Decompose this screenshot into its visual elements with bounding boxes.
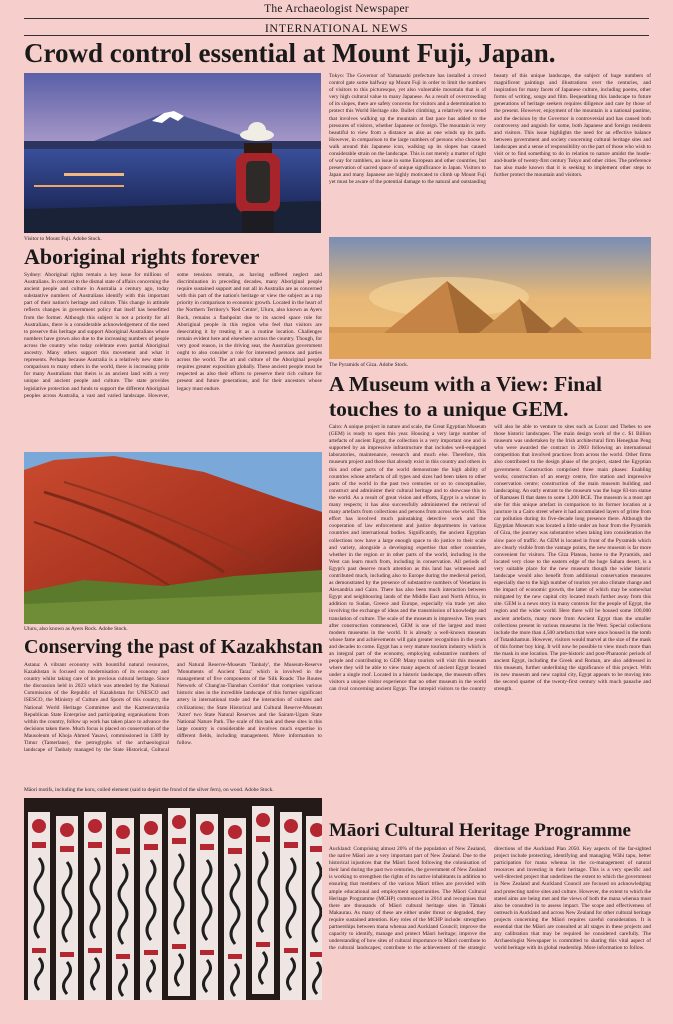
aboriginal-body: Sydney: Aboriginal rights remain a key issue for millions of Australians. In contrast to the dismal state of affairs concerning the ancient people and culture in Australia a century ago, today substantive numbers of Australians identify with this important part of their nation's heritage and culture. This change in attitude reflects changes in government policy that itself has benefitted from the former. Although this subject is not a priority for all Australians, there is a considerable acknowledgement of the need to preserve this heritage and support Aboriginal Australians whose numbers have grown also due to the increasing numbers of people across the country who today celebrate even partial Aboriginal ancestry. Many others support this movement and what it represents. Perhaps because Australia is a relatively new state in comparison to many others in the world, there is increasing pride for many Australians that theirs is an ancient land with a very unique and ancient people and culture. The state provides legislative protection and funds to support the different Aboriginal peoples across Australia, a vast and varied landscape. However, some tensions remain, as having suffered neglect and discrimination in preceding decades, many Aboriginal people require sustained support and not all in Australia are as concerned with this part of the nation's heritage or view the subject as a top priority in comparison to economic growth. Located in the heart of the Northern Territory's 'Red Centre', Uluru, also known as Ayers Rock, remains a flashpoint due to its sacred space role for Aboriginal people in this region who feel that visitors are desecrating it by treating it as a routine location. Challenges remain evident here and elsewhere across the country. Though, for very good reason, in the driving seat, the Australian government ought to also consider a role for interested persons and parties across the world. The art and culture of the Aboriginal people requires greater exposition globally. These ancient people must be respected as also their efforts to preserve their rich culture for present and future generations, and for their ancestors whose legacy must endure. [24, 272, 322, 399]
maori-headline: Māori Cultural Heritage Programme [329, 820, 631, 841]
masthead-rule [24, 18, 649, 19]
uluru-caption: Uluru, also known as Ayers Rock. Adobe Stock. [24, 626, 128, 632]
museum-headline: A Museum with a View: Final touches to a unique GEM. [329, 372, 602, 421]
uluru-photo [24, 452, 322, 624]
fuji-photo [24, 73, 321, 233]
pyramids-caption: The Pyramids of Giza. Adobe Stock. [329, 362, 409, 368]
fuji-headline: Crowd control essential at Mount Fuji, Japan. [24, 38, 556, 68]
pyramids-photo [329, 237, 651, 359]
aboriginal-headline: Aboriginal rights forever [24, 244, 260, 269]
section-title: INTERNATIONAL NEWS [264, 21, 409, 35]
fuji-body: Tokyo: The Governor of Yamanashi prefecture has installed a crowd control gate some halfway up Mount Fuji in order to limit the numbers of visitors to this picturesque, yet also vulnerable mountain that is of very high cultural value to many Japanese. As a result of overcrowding of its slopes, there are safety concerns for visitors and a determination to protect this World Heritage site. Bullet climbing, a relatively new trend that involves walking up the mountain at fast pace has added to the pressures of visitors, whether Japanese or foreign. The mountain is very beautiful to view from a distance as also as one winds up its path. However, in comparison to the large numbers of persons who choose to walk around this Japanese icon, walking up its slopes has caused considerable strain on the landscape. This is not merely a matter of right of way for ramblers, an issue in some European and other countries, but preservation of sacred space of unique significance in Japan. Visitors to Japan and many Japanese are highly motivated to climb up Mount Fuji yet must be aware of the potential damage to the natural and outstanding beauty of this unique landscape, the subject of huge numbers of magnificent paintings and illustrations over the centuries, and inspiration for many facets of Japanese culture, including poems, other forms of writing, songs and film. Bequeathing this landscape to future generations of heritage seekers requires diligence and care by those of the present. However, enjoyment of the mountain is a national pastime, and the decision by the Governor is controversial and has caused both controversy and anguish for some, both Japanese and foreign residents and visitors. This issue highlights the need for an effective balance between government and society concerning cultural heritage sites and landscapes and a sense of responsibility on the part of those who wish to visit or to find something to do in relation to nature amidst the hustle-and-bustle of twenty-first century Tokyo and other cities. The preference has also made known that it is seeking to implement other steps to further protect the mountain and visitors. [329, 73, 651, 186]
maori-carving-photo [24, 798, 322, 1000]
section-rule [24, 35, 649, 36]
fuji-caption: Visitor to Mount Fuji. Adobe Stock. [24, 236, 102, 242]
kazakhstan-headline: Conserving the past of Kazakhstan [24, 636, 323, 658]
museum-body: Cairo: A unique project in nature and scale, the Great Egyptian Museum (GEM) is ready to open this year. Housing a very large number of artefacts of ancient Egypt, the collection is a very important one and is supported by an impressive infrastructure that includes well-equipped laboratories, maintenance, research and much else. Therefore, this museum project and those that already exist in this country and others in this and other parts of the world demonstrate the high ability of countries whose artefacts of all types and sizes had been taken to other parts of the world in the past two centuries or so to conceptualise, construct and administer their cultural heritage and to showcase this to the world. As a result of great vision and efforts, Egypt is a winner in many respects; it has also successfully administered the retrieval of many artefacts from collections and persons from across the world. This effort has involved much painstaking detective work and the cooperation of law enforcement and justice departments in various countries and international bodies. Significantly, the ancient Egyptian collections now have a large enough space to do justice to their scale and variety, alongside a developing expertise that other countries, whether in the region or in other parts of the world, including in the West can learn much from, including in conservation. All periods of Egypt's past deserve much attention as this land has witnessed and contributed much, including also to Europe during the medieval period, as demonstrated by the presence of substantive numbers of Venetians in Alexandria and Cairo. There has also been much interaction between Egypt and neighbouring lands of the Middle East and North Africa, in addition to Sudan, Greece and Europe, especially via trade yet also involving the exchange of ideas and the transmission of knowledge and translation of culture. The scale of the museum is impressive. Ten years after construction commenced, GEM is one of the largest and most modern museums in the world. It is already a well-known museum whose fame and achievements will gain greater recognition in the years and decades to come. Egypt has a very mature tourism industry which is an integral part of the economy, employing substantive numbers of people and contributing to GDP. Many tourists will visit this museum where they will be able to view many aspects of ancient Egypt located under a single roof. Located in a historic landscape, the museum offers visitors a unique visitor experience that no other museum in the world can rival concerning ancient Egypt. The intrepid visitors to the country will also be able to venture to sites such as Luxor and Thebes to see those historic landscapes. The main design work of the c. $1 Billion museum was undertaken by the Irish architectural firm Heneghan Peng who were awarded the contract in 2003 following an international competition that involved practices from across the world. Other firms also contributed to the design phase of the project, stated the Egyptian government. Construction comprised three main phases: Enabling works; construction of an energy centre, fire station and impressive conservation centre; construction of the main museum building and landscaping. An early entrant to the museum was the huge 83-ton statue of Ramases II that dates to some 1,200 BCE. The museum is a most apt site for this unique artefact in comparison to its former location at a juncture in a Cairo street where it had accumulated layers of grime from car pollution during its five-decade long presence there. Although the Egyptian Museum was located a little under an hour from the Pyramids of Giza, the journey was substantive when taking into consideration the slow pace of traffic. As GEM is located in front of the Pyramids which are clearly visible from the vantage points, the new museum is far more convenient for visitors. The Giza Plateau, home to the Pyramids, and located very close to the eastern edge of the huge Sahara desert, is a very suitable place for the new museum though the wider historic landscape would also benefit from additional conservation measures especially due to the high number of tourists yet also climate change and the impact of economic growth, the latter of which may be somewhat mitigated by the new capital city located much further away from this site. GEM is a news story in many contexts for the people of Egypt, the region and the wider world. Here there will be housed some 100,000 ancient artefacts, many more from Ancient Egypt than the smaller collections present in various museums in the West. Special collections include the more than 4,500 artefacts that were once housed in the tomb of Tutankhamun. However, visitors would marvel at the size of the mask of this former boy king. It will now be possible to view much more than the mask in one location. The pre-historic and post-Pharaonic periods of ancient Egypt, including the Greek and Roman, are also addressed in this museum, further underlining the significance of this project. With its new museum and new capital city, Egypt appears to be moving into the second quarter of the twenty-first century with much panache and strength. [329, 424, 651, 693]
kazakhstan-body: Astana: A vibrant economy with bountiful natural resources, Kazakhstan is focused on modernisation of its economy and country whilst taking care of its precious cultural heritage. Since the discussion held in 2023 which was attended by the National Commission of the Republic of Kazakhstan for UNESCO and ISESCO, the Ministry of Culture and Sports of this country, the National World Heritage Committee and the Kaztestavratsiia Republican State Enterprise and participating organisations from within the country, follow up work has taken place to advance the decisions taken there. Much focus is placed on conservation of the Mausoleum of Khoja Ahmed Yasawi, commissioned in 1389 by Timur (Tamerlane), the petroglyphs of the archaeological landscape of Tanbaly managed by the State Historical, Cultural and Natural Reserve-Museum 'Tanbaly', the Museum-Reserve 'Monuments of Ancient Taraz' which is involved in the management of five components of the 'Silk Roads: The Routes Network of Chang'an-Tianshan Corridor' that comprises various historic sites in the incredible landscape of this former significant artery in international trade and the interaction of cultures and civilizations; the State Historical and Cultural Reserve-Museum 'Azret' two State Natural Reserves and the Sairam-Ugam State National Nature Park. The scale of this task and these sites in this large country is considerable and involves much expertise in different fields, including management. More information to follow. [24, 662, 322, 754]
maori-motif-caption: Māori motifs, including the koru, coiled element (said to depict the frond of the silver fern), on wood. Adobe Stock. [24, 787, 274, 793]
masthead-title: The Archaeologist Newspaper [264, 3, 409, 15]
maori-body: Auckland: Comprising almost 20% of the population of New Zealand, the native Māori are a very important part of New Zealand. Due to the historical injustices that the Māori faced following the colonisation of their land during the past two centuries, the government of New Zealand is working to strengthen the rights of its native inhabitants in addition to ensuring that members of the various Māori tribes are provided with ample educational and employment opportunities. The Māori Cultural Heritage Programme (MCHP) commenced in 2014 and recognises that there are thousands of Māori cultural heritage sites in Tāmaki Makaurau. As many of these are either under threat or degraded, they require sustained attention. Key roles of the MCHP include: strengthen partnerships between mana whenua and Auckland Council; improve the capacity to identify, manage and protect Māori heritage; improve the understanding of how sites of cultural importance to Māori contribute to the cultural landscapes; contribute to the achievement of the strategic directions of the Auckland Plan 2050. Key aspects of the far-sighted project include protecting, identifying and managing Wāhi tapu, better participation for mana whenua in the co-management of natural resources and investing in their heritage. This is a very specific and well-directed project that underlines the extent to which the government in New Zealand and Auckland Council are focused on acknowledging and protecting native sites and culture. However, the extent to which the stated aims are being met and the views of both the mana whenua must also be consulted in to assess impact. The scope and effectiveness of outreach in Auckland and across New Zealand for other cultural heritage projects concerning the Māori requires careful consideration. It is essential that the Māori are consulted at all stages in these projects and any calibration that may be required be considered carefully. The Archaeologist Newspaper is committed to sharing this vital aspect of world heritage with its global readership. More information to follow. [329, 846, 651, 952]
